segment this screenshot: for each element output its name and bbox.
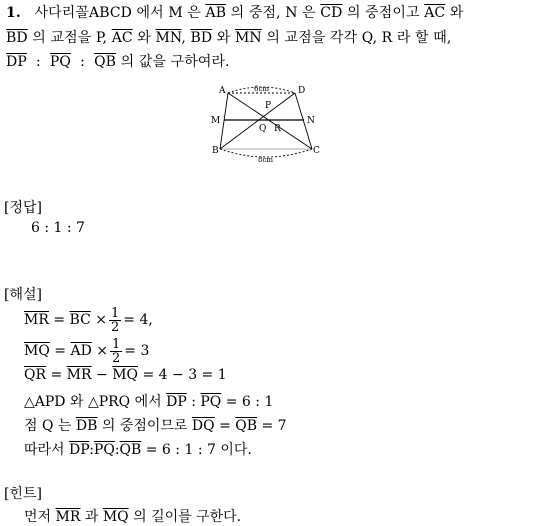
result: = 4 − 3 = 1	[142, 367, 227, 383]
segment-pq: $\overline{PQ}$	[49, 54, 72, 70]
label-a: A	[219, 86, 226, 96]
label-top-length: 6cm	[254, 85, 270, 93]
hint-word: 과	[84, 509, 99, 525]
segment-dp: $\overline{DP}$	[6, 54, 27, 70]
problem-text: 와	[449, 5, 464, 21]
problem-text: 의 교점을 P,	[32, 30, 108, 46]
result: = 6 : 1	[225, 394, 274, 410]
segment-mr: $\overline{MR}$	[66, 367, 92, 383]
problem-text: 와	[137, 30, 151, 46]
step-text: 점 Q 는	[24, 418, 72, 434]
solution-label: [해설]	[4, 287, 42, 303]
times: ×	[96, 343, 108, 359]
problem-line-2	[6, 27, 451, 47]
result: = 6 : 1 : 7 이다.	[145, 442, 252, 458]
problem-line-3	[6, 51, 230, 71]
solution-step-2	[24, 336, 149, 366]
step-text: 의 중점이므로	[101, 418, 188, 434]
segment-mq: $\overline{MQ}$	[102, 509, 129, 525]
segment-pq: $\overline{PQ}$	[93, 442, 115, 458]
solution-step-3	[24, 367, 227, 383]
trapezoid-figure	[208, 83, 328, 163]
segment-bd: $\overline{BD}$	[6, 30, 28, 46]
segment-mn: $\overline{MN}$	[234, 30, 262, 46]
segment-bc: $\overline{BC}$	[69, 312, 91, 328]
times: ×	[95, 312, 107, 328]
segment-pq: $\overline{PQ}$	[200, 394, 222, 410]
segment-cd: $\overline{CD}$	[320, 5, 343, 21]
problem-text: 사다리꼴ABCD 에서 M 은	[34, 5, 201, 21]
problem-text: 의 값을 구하여라.	[120, 54, 230, 70]
step-text: 따라서	[24, 442, 65, 458]
label-p: P	[265, 101, 272, 111]
label-n: N	[307, 116, 315, 126]
segment-dp: $\overline{DP}$	[69, 442, 90, 458]
diagonal-bd	[220, 93, 295, 149]
result: = 7	[261, 418, 287, 434]
label-b: B	[212, 146, 219, 156]
hint-label: [힌트]	[4, 486, 42, 502]
problem-text: 의 교점을 각각 Q, R 라 할 때,	[266, 30, 452, 46]
problem-text: 의 중점, N 은	[230, 5, 316, 21]
segment-mn: $\overline{MN}$	[155, 30, 182, 46]
segment-bd: $\overline{BD}$	[190, 30, 213, 46]
equals: =	[54, 343, 66, 359]
hint-word: 의 길이를 구한다.	[133, 509, 242, 525]
colon: :	[35, 54, 41, 70]
minus: −	[96, 367, 108, 383]
result: = 3	[124, 343, 150, 359]
segment-ac: $\overline{AC}$	[424, 5, 446, 21]
segment-ac: $\overline{AC}$	[111, 30, 133, 46]
segment-qb: $\overline{QB}$	[119, 442, 142, 458]
problem-number: 1.	[6, 5, 21, 21]
segment-qb: $\overline{QB}$	[94, 54, 117, 70]
hint-word: 먼저	[24, 509, 52, 525]
segment-mq: $\overline{MQ}$	[112, 367, 139, 383]
solution-step-6	[24, 439, 252, 459]
label-d: D	[298, 86, 306, 96]
solution-step-5	[24, 415, 287, 435]
label-r: R	[274, 124, 281, 134]
problem-text: 의 중점이고	[346, 5, 420, 21]
segment-dp: $\overline{DP}$	[166, 394, 187, 410]
problem-text: 와	[216, 30, 231, 46]
segment-ab: $\overline{AB}$	[205, 5, 227, 21]
solution-step-1	[24, 305, 153, 335]
segment-mr: $\overline{MR}$	[55, 509, 81, 525]
segment-qb: $\overline{QB}$	[235, 418, 258, 434]
colon: :	[80, 54, 85, 70]
label-q: Q	[259, 124, 267, 134]
result: = 4,	[123, 312, 153, 328]
colon: :	[114, 442, 120, 458]
label-bottom-length: 8cm	[258, 156, 274, 163]
segment-mr: $\overline{MR}$	[24, 312, 49, 328]
fraction-denominator: 2	[111, 350, 121, 366]
fraction-denominator: 2	[110, 319, 120, 335]
colon: :	[89, 442, 94, 458]
segment-dq: $\overline{DQ}$	[191, 418, 215, 434]
equals: =	[50, 367, 63, 383]
label-m: M	[211, 116, 221, 126]
solution-step-4	[24, 391, 273, 411]
problem-text: ,	[181, 30, 186, 46]
problem-line-1	[6, 2, 463, 22]
fraction-numerator: 1	[111, 336, 121, 352]
answer-value: 6 : 1 : 7	[31, 220, 85, 236]
answer-label: [정답]	[4, 200, 42, 216]
equals: =	[53, 312, 66, 328]
fraction-numerator: 1	[110, 305, 120, 321]
side-ab	[220, 93, 228, 149]
step-text: △APD 와 △PRQ 에서	[24, 394, 162, 410]
segment-ad: $\overline{AD}$	[70, 343, 92, 359]
segment-db: $\overline{DB}$	[75, 418, 98, 434]
segment-mq: $\overline{MQ}$	[24, 343, 50, 359]
fraction-half	[110, 338, 122, 365]
label-c: C	[313, 146, 320, 156]
colon: :	[191, 394, 196, 410]
fraction-half	[109, 307, 121, 334]
equals: =	[219, 418, 231, 434]
segment-qr: $\overline{QR}$	[24, 367, 47, 383]
hint-text	[24, 506, 241, 526]
